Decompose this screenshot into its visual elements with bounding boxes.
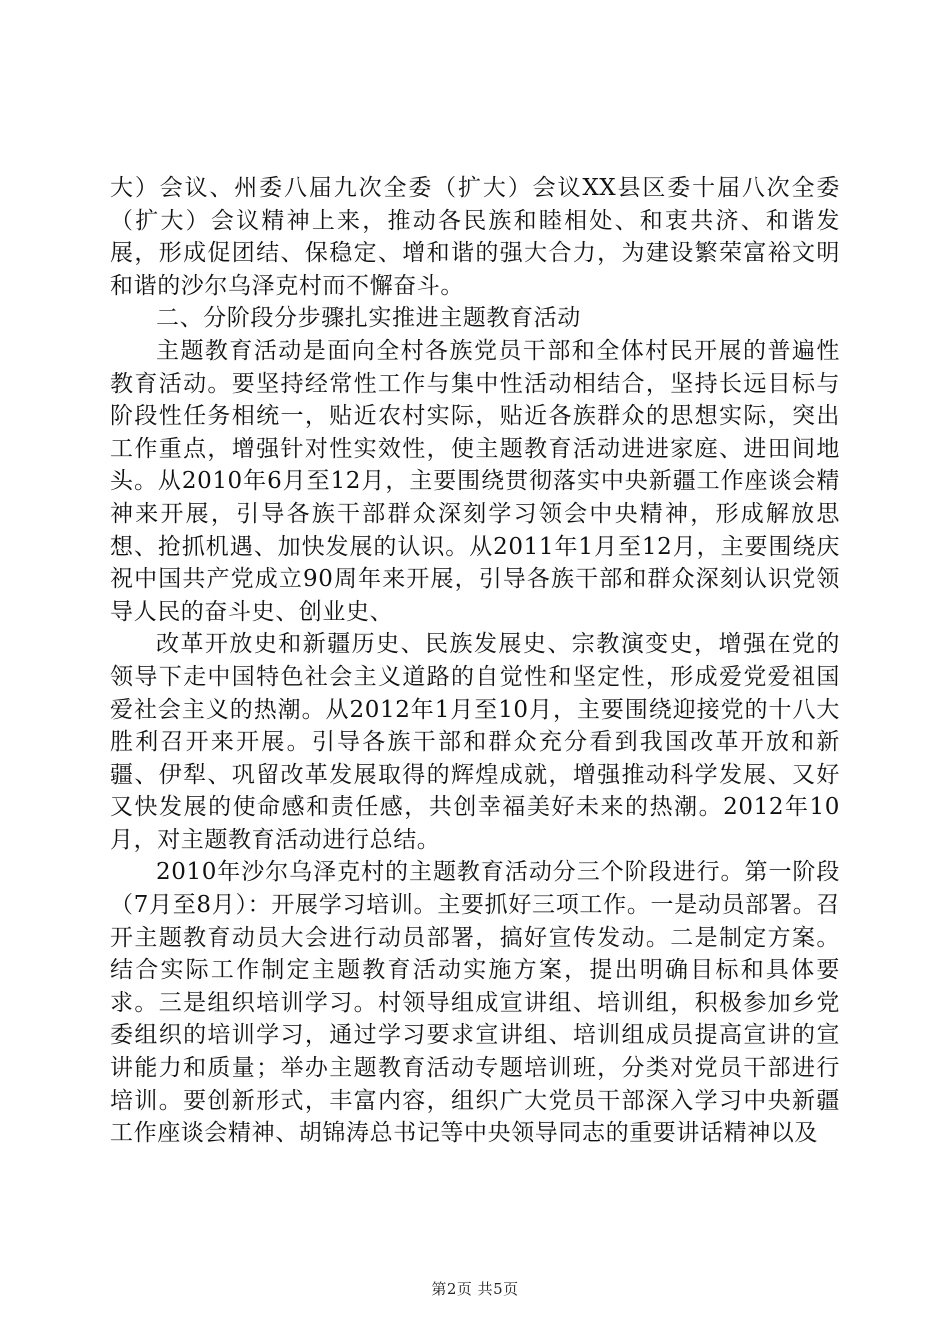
section-heading: 二、分阶段分步骤扎实推进主题教育活动 <box>156 305 581 332</box>
paragraph-reform-history: 改革开放史和新疆历史、民族发展史、宗教演变史，增强在党的领导下走中国特色社会主义道路的自觉性和坚定性，形成爱党爱祖国爱社会主义的热潮。从2012年1月至10月，主要围绕迎接党的十八大胜利召开来开展。引导各族干部和群众充分看到我国改革开放和新疆、伊犁、巩留改革发展取得的辉煌成就，增强推动科学发展、又好又快发展的使命感和责任感，共创幸福美好未来的热潮。2012年10月，对主题教育活动进行总结。 <box>110 631 840 853</box>
paragraph-theme-education: 主题教育活动是面向全村各族党员干部和全体村民开展的普遍性教育活动。要坚持经常性工作与集中性活动相结合，坚持长远目标与阶段性任务相统一，贴近农村实际，贴近各族群众的思想实际，突出工作重点，增强针对性实效性，使主题教育活动进进家庭、进田间地头。从2010年6月至12月，主要围绕贯彻落实中央新疆工作座谈会精神来开展，引导各族干部群众深刻学习领会中央精神，形成解放思想、抢抓机遇、加快发展的认识。从2011年1月至12月，主要围绕庆祝中国共产党成立90周年来开展，引导各族干部和群众深刻认识党领导人民的奋斗史、创业史、 <box>110 337 840 625</box>
document-body <box>110 172 840 1150</box>
paragraph-phases: 2010年沙尔乌泽克村的主题教育活动分三个阶段进行。第一阶段（7月至8月）：开展学习培训。主要抓好三项工作。一是动员部署。召开主题教育动员大会进行动员部署，搞好宣传发动。二是制定方案。结合实际工作制定主题教育活动实施方案，提出明确目标和具体要求。三是组织培训学习。村领导组成宣讲组、培训组，积极参加乡党委组织的培训学习，通过学习要求宣讲组、培训组成员提高宣讲的宣讲能力和质量；举办主题教育活动专题培训班，分类对党员干部进行培训。要创新形式，丰富内容，组织广大党员干部深入学习中央新疆工作座谈会精神、胡锦涛总书记等中央领导同志的重要讲话精神以及 <box>110 859 840 1147</box>
page-footer: 第2页 共5页 <box>431 1280 519 1298</box>
paragraph-continuation: 大）会议、州委八届九次全委（扩大）会议XX县区委十届八次全委（扩大）会议精神上来，推动各民族和睦相处、和衷共济、和谐发展，形成促团结、保稳定、增和谐的强大合力，为建设繁荣富裕文明和谐的沙尔乌泽克村而不懈奋斗。 <box>110 175 840 299</box>
